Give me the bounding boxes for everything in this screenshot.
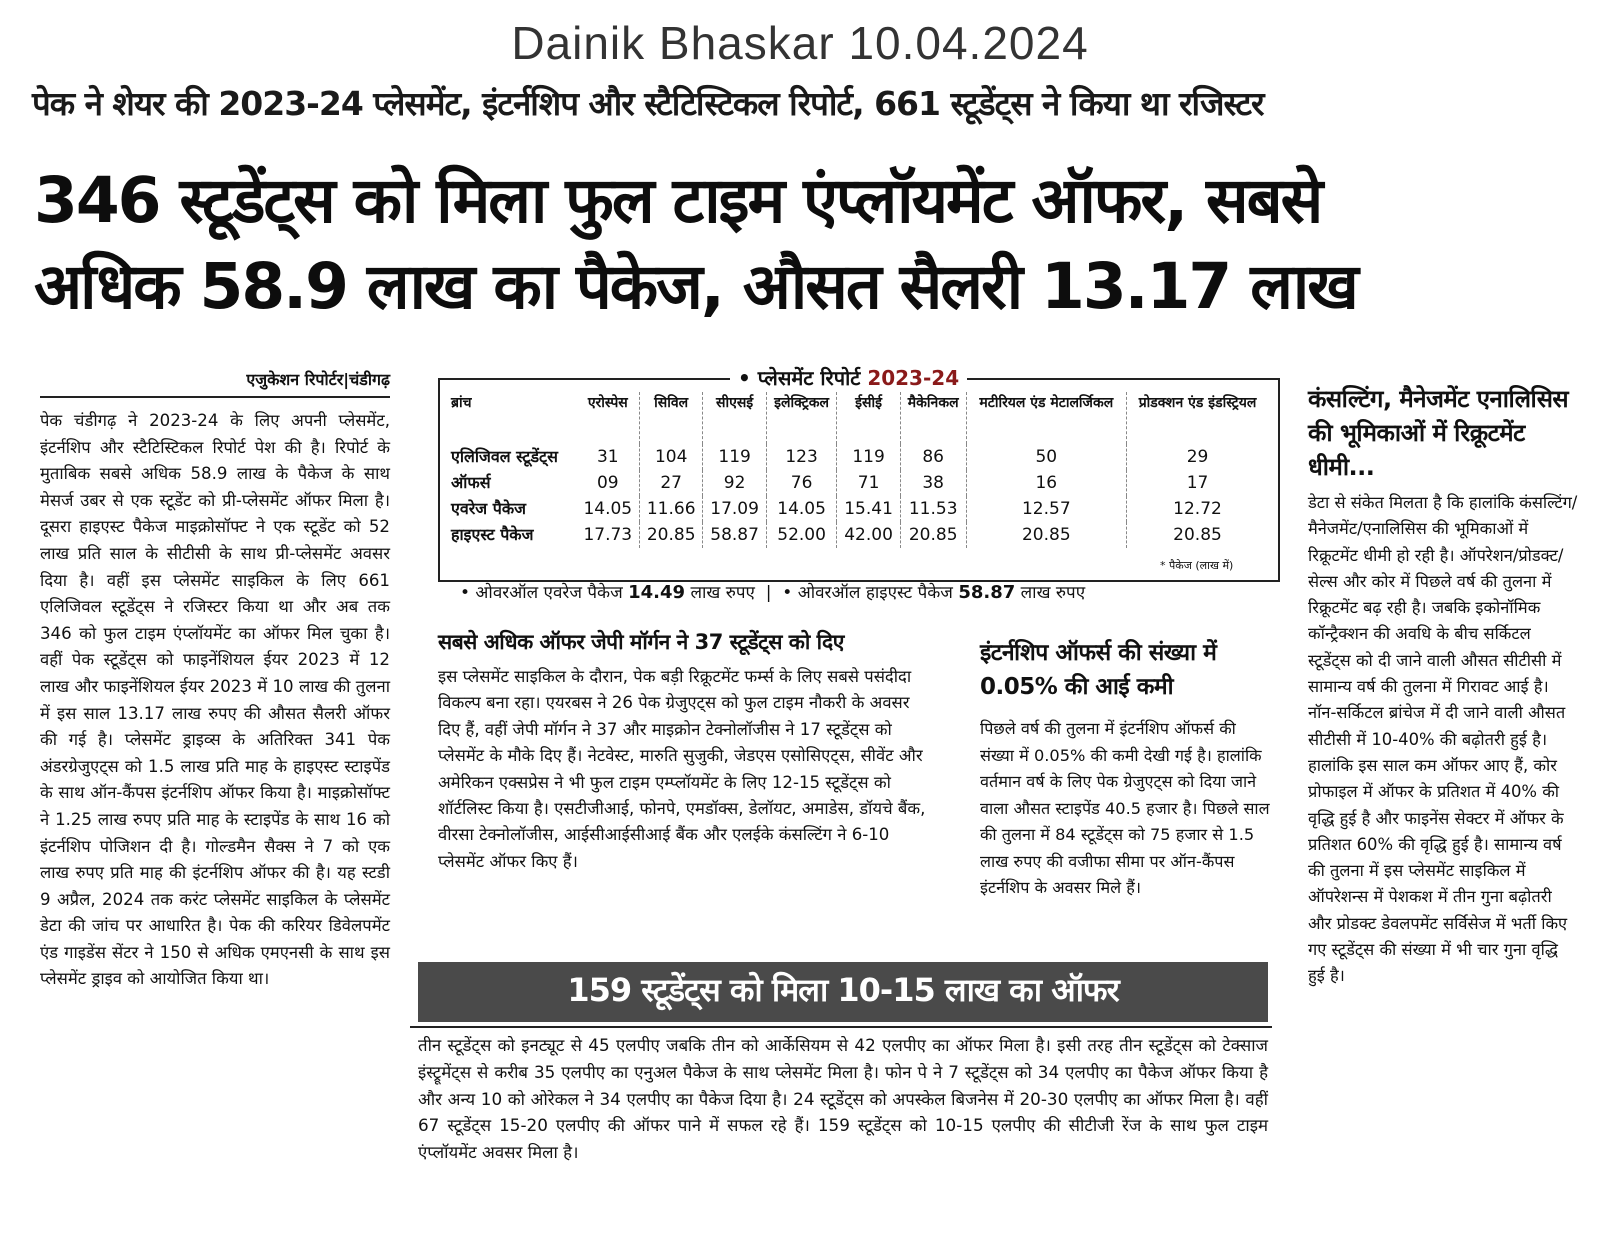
left-body-text: पेक चंडीगढ़ ने 2023-24 के लिए अपनी प्लेसमेंट, इंटर्नशिप और स्टैटिस्टिकल रिपोर्ट पेश की है। रिपोर्ट के मुताबिक सबसे अधिक 58.9 लाख के पैकेज के साथ मेसर्ज उबर से एक स्टूडेंट को प्री-प्लेसमेंट ऑफर मिला है। दूसरा हाइएस्ट पैकेज माइक्रोसॉफ्ट ने एक स्टूडेंट को 52 लाख प्रति साल के सीटीसी के साथ प्री-प्लेसमेंट अवसर दिया है। वहीं इस प्लेसमेंट साइकिल के लिए 661 एलिजिवल स्टूडेंट्स ने रजिस्टर किया था और अब तक 346 को फुल टाइम एंप्लॉयमेंट का ऑफर मिल चुका है। वहीं पेक स्टूडेंट्स को फाइनेंशियल ईयर 2023 में 12 लाख और फाइनेंशियल ईयर 2023 में 10 लाख की तुलना में इस साल 13.17 लाख रुपए की औसत सैलरी ऑफर की गई है। प्लेसमेंट ड्राइव्स के अतिरिक्त 341 पेक अंडरग्रेजुएट्स को 1.5 लाख प्रति माह के हाइएस्ट स्टाइपेंड के साथ ऑन-कैंपस इंटर्नशिप ऑफर किया है। माइक्रोसॉफ्ट ने 1.25 लाख रुपए प्रति माह के स्टाइपेंड के साथ 16 को इंटर्नशिप पोजिशन दी है। गोल्डमैन सैक्स ने 7 को एक लाख रुपए प्रति माह की इंटर्नशिप ऑफर की है। यह स्टडी 9 अप्रैल, 2024 तक करंट प्लेसमेंट साइकिल के प्लेसमेंट डेटा की जांच पर आधारित है। पेक की करियर डिवेलपमेंट एंड गाइडेंस सेंटर ने 150 से अधिक एमएनसी के साथ इस प्लेसमेंट ड्राइव को आयोजित किया था। bbox=[40, 411, 390, 989]
headline bbox=[34, 158, 1574, 330]
table-cell: 20.85 bbox=[639, 522, 702, 548]
table-cell: 09 bbox=[596, 473, 619, 493]
row-label: एवरेज पैकेज bbox=[451, 499, 526, 518]
left-column bbox=[40, 368, 390, 993]
overall-highest-value: 58.87 bbox=[958, 582, 1016, 603]
row-label: हाइएस्ट पैकेज bbox=[451, 525, 534, 544]
table-cell: 11.53 bbox=[900, 496, 966, 522]
overall-highest-unit: लाख रुपए bbox=[1020, 583, 1086, 603]
column-header: मैकेनिकल bbox=[900, 392, 966, 444]
table-cell: 20.85 bbox=[966, 522, 1126, 548]
table-cell: 119 bbox=[837, 444, 900, 470]
column-header: ईसीई bbox=[837, 392, 900, 444]
table-cell: 92 bbox=[703, 470, 766, 496]
table-cell: 42.00 bbox=[837, 522, 900, 548]
column-header: इलेक्ट्रिकल bbox=[766, 392, 837, 444]
masthead: Dainik Bhaskar 10.04.2024 bbox=[511, 17, 1089, 69]
consulting-section bbox=[1308, 382, 1578, 990]
overall-average-unit: लाख रुपए bbox=[690, 583, 755, 603]
table-cell: 76 bbox=[766, 470, 837, 496]
row-label: ऑफर्स bbox=[451, 473, 491, 492]
internship-section bbox=[980, 636, 1270, 902]
column-header: एरोस्पेस bbox=[587, 395, 628, 411]
table-cell: 29 bbox=[1127, 444, 1268, 470]
table-cell: 104 bbox=[639, 444, 702, 470]
table-header-row bbox=[448, 392, 1268, 444]
offer-banner-body: तीन स्टूडेंट्स को इनट्यूट से 45 एलपीए जबकि तीन को आर्केसियम से 42 एलपीए का ऑफर मिला है। इसी तरह तीन स्टूडेंट्स को टेक्साज इंस्ट्रूमेंट्स से करीब 35 एलपीए का एनुअल पैकेज के साथ प्लेसमेंट मिला है। फोन पे ने 7 स्टूडेंट्स को 34 एलपीए का पैकेज ऑफर किया है और अन्य 10 को ओरेकल ने 34 एलपीए का पैकेज दिया है। 24 स्टूडेंट्स को अपस्केल बिजनेस में 20-30 एलपीए का ऑफर मिला है। वहीं 67 स्टूडेंट्स 15-20 एलपीए की ऑफर पाने में सफल रहे हैं। 159 स्टूडेंट्स को 10-15 एलपीए की सीटीजी रेंज के साथ फुल टाइम एंप्लॉयमेंट अवसर मिला है। bbox=[418, 1035, 1268, 1163]
table-cell: 31 bbox=[596, 447, 619, 467]
column-header: सिविल bbox=[639, 392, 702, 444]
internship-body: पिछले वर्ष की तुलना में इंटर्नशिप ऑफर्स की संख्या में 0.05% की कमी देखी गई है। हालांकि वर्तमान वर्ष के लिए पेक ग्रेजुएट्स को दिया जाने वाला औसत स्टाइपेंड 40.5 हजार है। पिछले साल की तुलना में 84 स्टूडेंट्स को 75 हजार से 1.5 लाख रुपए की वजीफा सीमा पर ऑन-कैंपस इंटर्नशिप के अवसर मिले हैं। bbox=[980, 719, 1270, 897]
table-cell: 27 bbox=[639, 470, 702, 496]
headline-line-2: अधिक 58.9 लाख का पैकेज, औसत सैलरी 13.17 लाख bbox=[34, 250, 1357, 323]
table-cell: 52.00 bbox=[766, 522, 837, 548]
offer-banner bbox=[418, 962, 1268, 1022]
table-cell: 14.05 bbox=[583, 499, 633, 519]
table-cell: 15.41 bbox=[837, 496, 900, 522]
table-cell: 38 bbox=[900, 470, 966, 496]
column-header: सीएसई bbox=[703, 392, 766, 444]
table-cell: 17.09 bbox=[703, 496, 766, 522]
table-cell: 20.85 bbox=[1127, 522, 1268, 548]
column-header: प्रोडक्शन एंड इंडस्ट्रियल bbox=[1127, 392, 1268, 444]
table-cell: 50 bbox=[966, 444, 1126, 470]
jpmorgan-section bbox=[438, 628, 928, 875]
offer-banner-heading: 159 स्टूडेंट्स को मिला 10-15 लाख का ऑफर bbox=[567, 971, 1119, 1009]
table-cell: 12.57 bbox=[966, 496, 1126, 522]
unit-note: * पैकेज (लाख में) bbox=[1160, 559, 1234, 572]
table-title-year: 2023-24 bbox=[867, 366, 960, 390]
jpmorgan-body: इस प्लेसमेंट साइकिल के दौरान, पेक बड़ी रिक्रूटमेंट फर्म्स के लिए सबसे पसंदीदा विकल्प बना रहा। एयरबस ने 26 पेक ग्रेजुएट्स को फुल टाइम नौकरी के अवसर दिए हैं, वहीं जेपी मॉर्गन ने 37 और माइक्रोन टेक्नोलॉजीस ने 17 स्टूडेंट्स को प्लेसमेंट के मौके दिए हैं। नेटवेस्ट, मारुति सुजुकी, जेडएस एसोसिएट्स, सीवेंट और अमेरिकन एक्सप्रेस ने भी फुल टाइम एम्प्लॉयमेंट के लिए 12-15 स्टूडेंट्स को शॉर्टलिस्ट किया है। एसटीजीआई, फोनपे, एमडॉक्स, डेलॉयट, अमाडेस, डॉयचे बैंक, वीरसा टेक्नोलॉजीस, आईसीआईसीआई बैंक और एलईके कंसल्टिंग ने 6-10 प्लेसमेंट ऑफर किए हैं। bbox=[438, 667, 926, 871]
placement-table bbox=[448, 392, 1268, 548]
table-cell: 71 bbox=[837, 470, 900, 496]
consulting-heading: कंसल्टिंग, मैनेजमेंट एनालिसिस की भूमिकाओं में रिक्रूटमेंट धीमी... bbox=[1308, 385, 1569, 481]
table-cell: 14.05 bbox=[766, 496, 837, 522]
jpmorgan-heading: सबसे अधिक ऑफर जेपी मॉर्गन ने 37 स्टूडेंट्स को दिए bbox=[438, 630, 844, 654]
overall-average-label: • ओवरऑल एवरेज पैकेज bbox=[460, 583, 623, 603]
table-cell: 58.87 bbox=[703, 522, 766, 548]
internship-heading: इंटर्नशिप ऑफर्स की संख्या में 0.05% की आई कमी bbox=[980, 640, 1217, 700]
table-cell: 86 bbox=[900, 444, 966, 470]
byline: एजुकेशन रिपोर्टर|चंडीगढ़ bbox=[40, 368, 390, 398]
table-cell: 16 bbox=[966, 470, 1126, 496]
overall-package-line: • ओवरऑल एवरेज पैकेज 14.49 लाख रुपए | • ओवरऑल हाइएस्ट पैकेज 58.87 लाख रुपए bbox=[460, 582, 1086, 603]
table-cell: 123 bbox=[766, 444, 837, 470]
table-row bbox=[448, 444, 1268, 470]
table-row bbox=[448, 496, 1268, 522]
overall-average-value: 14.49 bbox=[628, 582, 686, 603]
banner-divider bbox=[410, 1026, 1272, 1028]
table-cell: 17 bbox=[1127, 470, 1268, 496]
table-corner-header: ब्रांच bbox=[451, 395, 472, 411]
table-cell: 119 bbox=[703, 444, 766, 470]
table-title bbox=[730, 364, 967, 391]
headline-line-1: 346 स्टूडेंट्स को मिला फुल टाइम एंप्लॉयमेंट ऑफर, सबसे bbox=[34, 164, 1322, 237]
overall-highest-label: • ओवरऑल हाइएस्ट पैकेज bbox=[782, 583, 953, 603]
table-cell: 12.72 bbox=[1127, 496, 1268, 522]
column-header: मटीरियल एंड मेटालर्जिकल bbox=[966, 392, 1126, 444]
table-cell: 17.73 bbox=[583, 525, 633, 545]
consulting-body: डेटा से संकेत मिलता है कि हालांकि कंसल्टिंग/मैनेजमेंट/एनालिसिस की भूमिकाओं में रिक्रूटमेंट धीमी हो रही है। ऑपरेशन/प्रोडक्ट/सेल्स और कोर में पिछले वर्ष की तुलना में रिक्रूटमेंट बढ़ रही है। जबकि इकोनॉमिक कॉन्ट्रैक्शन की अवधि के बीच सर्किटल स्टूडेंट्स को दी जाने वाली औसत सीटीसी में सामान्य वर्ष की तुलना में गिरावट आई है। नॉन-सर्किटल ब्रांचेज में दी जाने वाली औसत सीटीसी में 10-40% की बढ़ोतरी हुई है। हालांकि इस साल कम ऑफर आए हैं, कोर प्रोफाइल में ऑफर के प्रतिशत में 40% की वृद्धि हुई है और फाइनेंस सेक्टर में ऑफर के प्रतिशत 60% की वृद्धि हुई है। सामान्य वर्ष की तुलना में इस प्लेसमेंट साइकिल में ऑपरेशन्स में पेशकश में तीन गुना बढ़ोतरी और प्रोडक्ट डेवलपमेंट सर्विसेज में भर्ती किए गए स्टूडेंट्स की संख्या में भी चार गुना वृद्धि हुई है। bbox=[1308, 493, 1578, 986]
table-row bbox=[448, 522, 1268, 548]
table-cell: 20.85 bbox=[900, 522, 966, 548]
table-row bbox=[448, 470, 1268, 496]
table-cell: 11.66 bbox=[639, 496, 702, 522]
table-title-text: • प्लेसमेंट रिपोर्ट bbox=[738, 366, 861, 390]
kicker-line: पेक ने शेयर की 2023-24 प्लेसमेंट, इंटर्नशिप और स्टैटिस्टिकल रिपोर्ट, 661 स्टूडेंट्स ने किया था रजिस्टर bbox=[32, 84, 1264, 123]
row-label: एलिजिवल स्टूडेंट्स bbox=[451, 447, 558, 466]
